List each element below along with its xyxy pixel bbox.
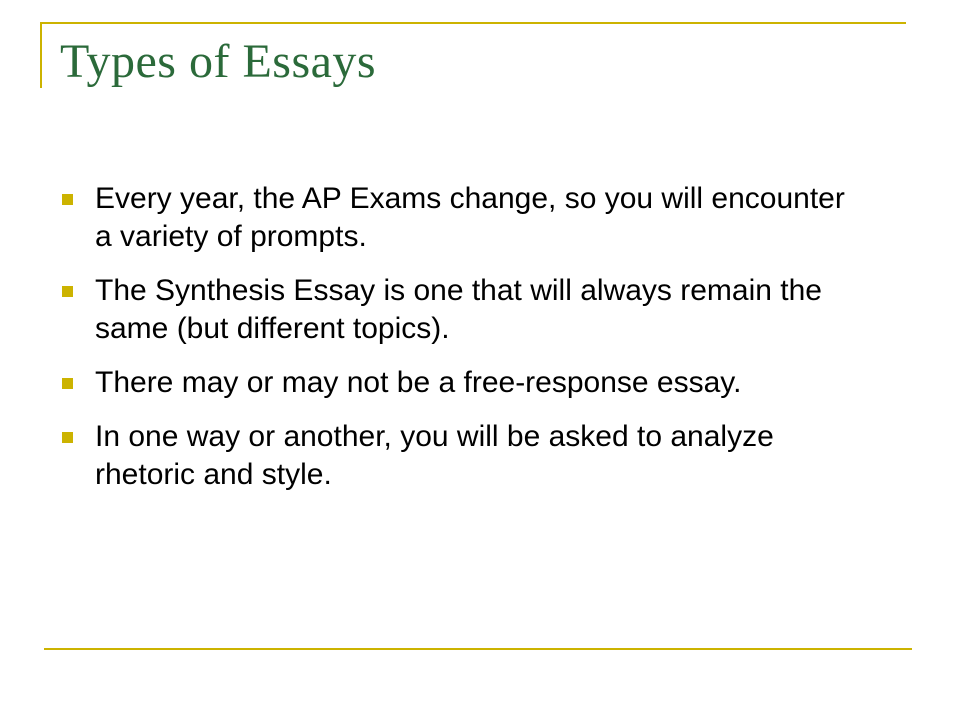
square-bullet-icon [62, 194, 73, 205]
square-bullet-icon [62, 286, 73, 297]
bullet-item [95, 418, 855, 494]
bullet-text: There may or may not be a free-response essay. [95, 366, 742, 399]
left-rule-line [40, 22, 42, 88]
bullet-item [95, 364, 855, 402]
bottom-rule-line [44, 648, 912, 650]
bullet-item [95, 272, 855, 348]
bullet-text: Every year, the AP Exams change, so you will encounter a variety of prompts. [95, 182, 845, 253]
bullet-text: The Synthesis Essay is one that will always remain the same (but different topics). [95, 274, 822, 345]
bullet-list [95, 180, 855, 510]
top-rule-line [40, 22, 906, 24]
square-bullet-icon [62, 378, 73, 389]
bullet-item [95, 180, 855, 256]
square-bullet-icon [62, 432, 73, 443]
slide-title: Types of Essays [60, 35, 377, 88]
bullet-text: In one way or another, you will be asked to analyze rhetoric and style. [95, 420, 774, 491]
